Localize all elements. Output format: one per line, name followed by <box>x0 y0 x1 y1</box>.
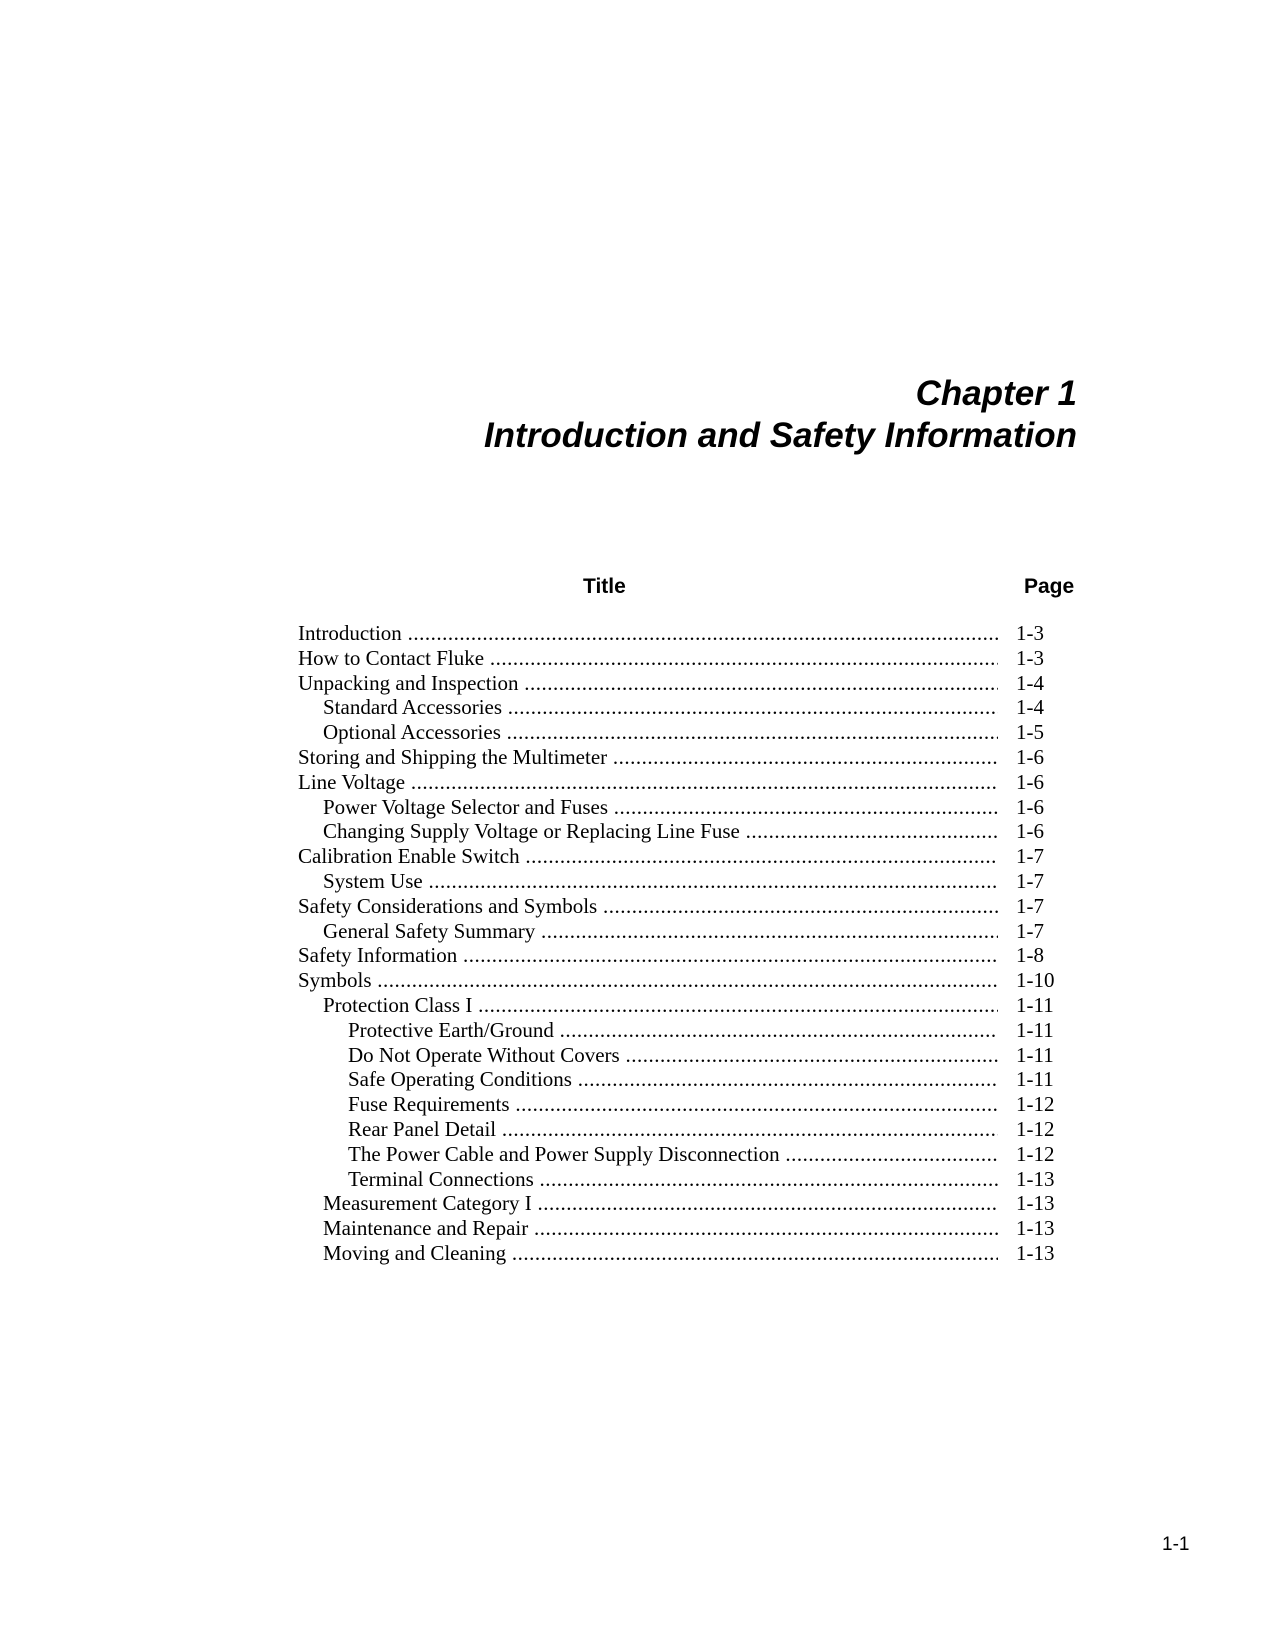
toc-entry-leader <box>348 1142 998 1167</box>
toc-entry-leader <box>298 646 998 671</box>
toc-entry[interactable] <box>298 894 1062 919</box>
toc-entry-label: Unpacking and Inspection <box>298 670 519 695</box>
toc-entry-leader <box>348 1167 998 1192</box>
toc-entry-leader <box>323 720 998 745</box>
toc-entry-page: 1-12 <box>1016 1092 1055 1117</box>
toc-entry[interactable] <box>298 671 1062 696</box>
toc-entry-label: System Use <box>323 868 423 893</box>
toc-entry-label: Standard Accessories <box>323 695 503 720</box>
toc-entry[interactable] <box>298 720 1062 745</box>
toc-entry-leader <box>348 1043 998 1068</box>
toc-entry-leader <box>323 919 998 944</box>
chapter-heading <box>484 373 1077 457</box>
toc-entry-page: 1-7 <box>1016 868 1044 893</box>
toc-entry-leader <box>323 993 998 1018</box>
toc-entry-leader <box>298 968 998 993</box>
toc-entry[interactable] <box>298 745 1062 770</box>
toc-entry-leader <box>298 844 998 869</box>
toc-entry-label: Safety Considerations and Symbols <box>298 893 598 918</box>
toc-entry-label: Terminal Connections <box>348 1166 534 1191</box>
toc-entry-leader <box>298 621 998 646</box>
toc-entry[interactable] <box>298 1216 1062 1241</box>
table-of-contents <box>298 621 1062 1266</box>
toc-entry[interactable] <box>298 1067 1062 1092</box>
toc-entry-leader <box>323 695 998 720</box>
toc-entry-label: Safe Operating Conditions <box>348 1067 572 1092</box>
toc-entry[interactable] <box>298 1092 1062 1117</box>
toc-entry-leader <box>323 1216 998 1241</box>
toc-entry-label: Fuse Requirements <box>348 1092 510 1117</box>
toc-entry[interactable] <box>298 770 1062 795</box>
toc-entry-leader <box>298 671 998 696</box>
toc-entry-label: Safety Information <box>298 943 458 968</box>
toc-entry-page: 1-12 <box>1016 1116 1055 1141</box>
toc-entry[interactable] <box>298 1167 1062 1192</box>
toc-entry[interactable] <box>298 1043 1062 1068</box>
toc-entry[interactable] <box>298 968 1062 993</box>
toc-entry-label: The Power Cable and Power Supply Disconnection <box>348 1141 780 1166</box>
toc-entry[interactable] <box>298 695 1062 720</box>
toc-entry-leader <box>298 943 998 968</box>
toc-entry-label: How to Contact Fluke <box>298 645 485 670</box>
toc-entry-label: General Safety Summary <box>323 918 536 943</box>
toc-entry-label: Symbols <box>298 968 372 993</box>
toc-entry-label: Moving and Cleaning <box>323 1240 507 1265</box>
toc-entry-page: 1-4 <box>1016 670 1044 695</box>
toc-entry[interactable] <box>298 943 1062 968</box>
toc-entry-page: 1-13 <box>1016 1216 1055 1241</box>
toc-entry-page: 1-11 <box>1016 1067 1054 1092</box>
toc-entry-leader <box>323 819 998 844</box>
toc-entry[interactable] <box>298 819 1062 844</box>
page-number: 1-1 <box>1162 1534 1190 1555</box>
toc-entry-leader <box>348 1117 998 1142</box>
toc-entry-page: 1-7 <box>1016 844 1044 869</box>
toc-entry-page: 1-11 <box>1016 1017 1054 1042</box>
toc-entry-page: 1-4 <box>1016 695 1044 720</box>
toc-entry-label: Storing and Shipping the Multimeter <box>298 744 608 769</box>
toc-entry-page: 1-3 <box>1016 645 1044 670</box>
toc-entry-page: 1-5 <box>1016 720 1044 745</box>
toc-entry-label: Do Not Operate Without Covers <box>348 1042 620 1067</box>
chapter-title: Introduction and Safety Information <box>483 416 1077 455</box>
toc-entry-leader <box>323 795 998 820</box>
toc-entry-page: 1-7 <box>1016 893 1044 918</box>
toc-entry-page: 1-12 <box>1016 1141 1055 1166</box>
toc-entry-page: 1-13 <box>1016 1166 1055 1191</box>
toc-entry-page: 1-7 <box>1016 918 1044 943</box>
toc-entry-page: 1-6 <box>1016 794 1044 819</box>
toc-entry-leader <box>348 1092 998 1117</box>
toc-entry-page: 1-8 <box>1016 943 1044 968</box>
toc-entry-leader <box>298 770 998 795</box>
toc-entry-label: Changing Supply Voltage or Replacing Line Fuse <box>323 819 740 844</box>
toc-entry-label: Maintenance and Repair <box>323 1216 529 1241</box>
toc-entry[interactable] <box>298 795 1062 820</box>
toc-entry-page: 1-11 <box>1016 1042 1054 1067</box>
toc-entry-label: Optional Accessories <box>323 720 501 745</box>
toc-entry-leader <box>323 1191 998 1216</box>
toc-entry-leader <box>323 1241 998 1266</box>
toc-entry-label: Protection Class I <box>323 992 473 1017</box>
toc-entry-label: Measurement Category I <box>323 1191 532 1216</box>
toc-entry[interactable] <box>298 869 1062 894</box>
toc-entry-page: 1-6 <box>1016 769 1044 794</box>
toc-entry[interactable] <box>298 621 1062 646</box>
toc-entry[interactable] <box>298 1191 1062 1216</box>
toc-header-page: Page <box>1024 575 1075 598</box>
toc-entry-page: 1-13 <box>1016 1191 1055 1216</box>
toc-entry-page: 1-6 <box>1016 819 1044 844</box>
toc-entry-page: 1-13 <box>1016 1240 1055 1265</box>
toc-entry-label: Rear Panel Detail <box>348 1116 497 1141</box>
toc-entry[interactable] <box>298 1018 1062 1043</box>
toc-entry[interactable] <box>298 646 1062 671</box>
toc-entry[interactable] <box>298 1117 1062 1142</box>
toc-entry-leader <box>323 869 998 894</box>
toc-entry[interactable] <box>298 919 1062 944</box>
chapter-number: Chapter 1 <box>915 374 1077 413</box>
toc-entry-label: Power Voltage Selector and Fuses <box>323 794 609 819</box>
toc-entry-page: 1-11 <box>1016 992 1054 1017</box>
toc-header-title: Title <box>583 575 626 598</box>
toc-entry[interactable] <box>298 844 1062 869</box>
toc-entry-label: Calibration Enable Switch <box>298 844 520 869</box>
toc-entry-page: 1-3 <box>1016 621 1044 645</box>
toc-entry-label: Protective Earth/Ground <box>348 1017 554 1042</box>
toc-entry-page: 1-10 <box>1016 968 1055 993</box>
toc-entry-leader <box>348 1067 998 1092</box>
toc-entry-label: Introduction <box>298 621 402 645</box>
toc-entry-label: Line Voltage <box>298 769 406 794</box>
toc-entry-leader <box>348 1018 998 1043</box>
toc-entry-leader <box>298 894 998 919</box>
toc-entry-page: 1-6 <box>1016 744 1044 769</box>
toc-entry[interactable] <box>298 993 1062 1018</box>
toc-entry[interactable] <box>298 1142 1062 1167</box>
toc-entry-leader <box>298 745 998 770</box>
toc-entry[interactable] <box>298 1241 1062 1266</box>
